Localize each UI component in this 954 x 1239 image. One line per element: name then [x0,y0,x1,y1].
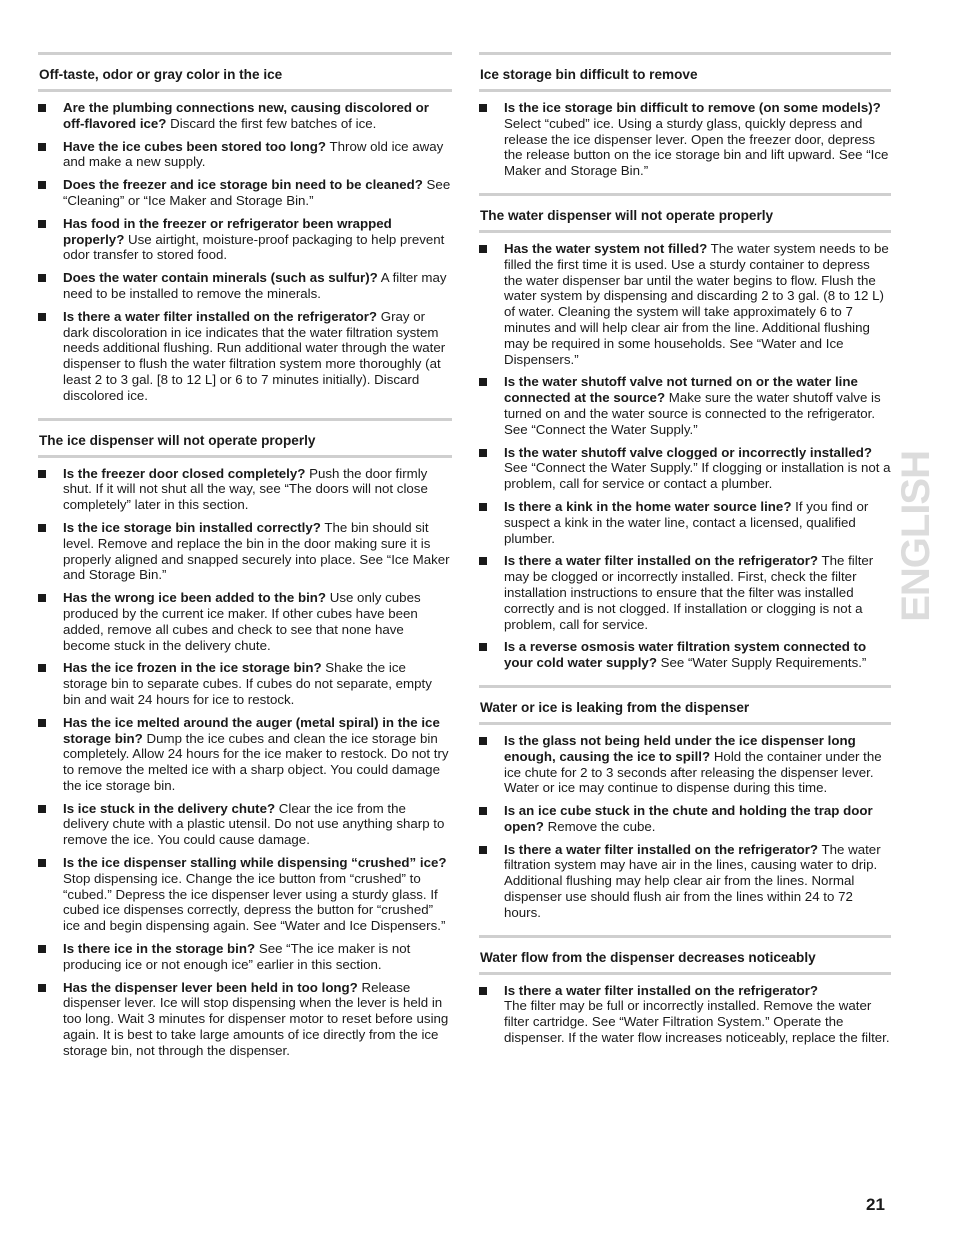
section-header [38,418,452,458]
question-list [38,100,452,404]
section-title: Water flow from the dispenser decreases noticeably [480,949,816,965]
language-tab-label: ENGLISH [894,450,938,622]
list-item [479,733,891,796]
square-bullet-icon [479,104,487,112]
answer-text: Gray or dark discoloration in ice indicates that the water filtration system needs additional flushing. Run additional water through the water dispenser to flush the water filtration system more thoroughly (at least 2 to 3 gal. [8 to 12 L] or 6 to 7 minutes initially). Discard discolored ice. [63,308,446,403]
answer-text: The bin should sit level. Remove and replace the bin in the door making sure it is properly aligned and snapped securely into place. See “Ice Maker and Storage Bin.” [63,519,450,583]
section-title: Ice storage bin difficult to remove [480,67,698,82]
question-text: Has the ice melted around the auger (metal spiral) in the ice storage bin? [63,714,440,746]
section-header [479,193,891,233]
square-bullet-icon [479,807,487,815]
square-bullet-icon [479,987,487,995]
troubleshooting-section [38,418,452,1059]
question-text: Is the ice storage bin installed correctly? [63,519,321,535]
square-bullet-icon [479,449,487,457]
question-text: Is the ice dispenser stalling while dispensing “crushed” ice? [63,855,447,871]
answer-text: Shake the ice storage bin to separate cubes. If cubes do not separate, empty bin and wait 24 hours for ice to restock. [63,660,432,707]
answer-text: See “Cleaning” or “Ice Maker and Storage Bin.” [63,177,451,208]
square-bullet-icon [38,220,46,228]
square-bullet-icon [38,143,46,151]
language-side-tab [894,450,938,622]
list-item [479,803,891,835]
question-text: Has the wrong ice been added to the bin? [63,590,327,606]
list-item [479,639,891,671]
answer-text: Push the door firmly shut. If it will not shut all the way, see “The doors will not close completely” later in this section. [63,465,428,513]
answer-text: If you find or suspect a kink in the water line, contact a licensed, qualified plumber. [504,498,869,546]
answer-text: See “Water Supply Requirements.” [656,655,867,671]
answer-text: Make sure the water shutoff valve is turned on and the water source is connected to the refrigerator. See “Connect the Water Supply.” [504,390,881,437]
answer-text: The water system needs to be filled the first time it is used. Use a sturdy container to depress the water dispenser bar until the water begins to flow. Flush the water system by dispensing and discarding 2 to 3 gal. (8 to 12 L) of water. Cleaning the system will take approximately 6 to 7 minutes and will help clear air from the line. Additional flushing may be required in some households. See “Water and Ice Dispensers.” [504,240,889,367]
answer-text: Remove the cube. [543,818,656,834]
question-text: Is a reverse osmosis water filtration system connected to your cold water supply? [504,639,867,671]
question-text: Has the water system not filled? [504,240,708,256]
question-list [479,983,891,1046]
square-bullet-icon [38,470,46,478]
question-text: Has food in the freezer or refrigerator been wrapped properly? [63,215,392,247]
square-bullet-icon [479,846,487,854]
list-item [38,801,452,848]
list-item [38,466,452,513]
troubleshooting-section [479,52,891,179]
troubleshooting-section [479,935,891,1046]
question-text: Is the water shutoff valve clogged or incorrectly installed? [504,444,872,460]
question-list [479,733,891,921]
page-number: 21 [866,1195,885,1214]
answer-text: The filter may be clogged or incorrectly installed. First, check the filter installation instructions to ensure that the filter was installed correctly and is not clogged. If installation or clogging is not a problem, call for service. [504,553,874,632]
troubleshooting-section [38,52,452,404]
square-bullet-icon [479,378,487,386]
list-item [479,100,891,179]
question-text: Is an ice cube stuck in the chute and holding the trap door open? [504,803,873,834]
square-bullet-icon [38,594,46,602]
section-header [479,935,891,975]
section-title: Water or ice is leaking from the dispenser [480,699,750,715]
square-bullet-icon [479,557,487,565]
answer-text: Use only cubes produced by the current ice maker. If other cubes have been added, remove all cubes and check to see that none have become stuck in the delivery chute. [63,590,421,653]
list-item [479,553,891,632]
answer-text: Discard the first few batches of ice. [166,115,377,131]
answer-text: The water filtration system may have air in the lines, causing water to drip. Additional flushing may help clear air from the lines. Normal dispenser use should flush air from the lines within 24 to 72 hours. [504,841,881,920]
question-text: Is the glass not being held under the ice dispenser long enough, causing the ice to spill? [504,732,856,764]
question-text: Is the water shutoff valve not turned on or the water line connected at the source? [504,374,858,406]
square-bullet-icon [38,274,46,282]
list-item [479,374,891,437]
list-item [38,590,452,653]
list-item [479,445,891,492]
question-text: Is there ice in the storage bin? [63,941,256,957]
answer-text: Release dispenser lever. Ice will stop dispensing when the lever is held in too long. Wait 3 minutes for dispenser motor to reset before using again. It is best to take large amounts of ice directly from the ice storage bin, not through the dispenser. [63,979,449,1058]
section-title: The ice dispenser will not operate properly [39,432,316,448]
question-text: Is the ice storage bin difficult to remove (on some models)? [504,100,881,115]
square-bullet-icon [479,245,487,253]
question-text: Have the ice cubes been stored too long? [63,138,327,154]
question-text: Is there a water filter installed on the refrigerator? [504,982,819,998]
question-text: Is there a kink in the home water source line? [504,498,792,514]
square-bullet-icon [38,859,46,867]
list-item [38,216,452,263]
square-bullet-icon [38,181,46,189]
square-bullet-icon [479,643,487,651]
square-bullet-icon [479,737,487,745]
list-item [38,309,452,404]
right-column [479,52,891,1060]
question-list [479,100,891,179]
question-text: Is the freezer door closed completely? [63,465,306,481]
troubleshooting-section [479,193,891,671]
section-header [479,685,891,725]
question-list [479,241,891,671]
list-item [38,520,452,583]
question-text: Are the plumbing connections new, causing discolored or off-flavored ice? [63,100,429,131]
square-bullet-icon [38,945,46,953]
list-item [38,177,452,209]
list-item [38,139,452,171]
square-bullet-icon [38,984,46,992]
question-text: Has the dispenser lever been held in too long? [63,979,358,995]
answer-text: Clear the ice from the delivery chute with a plastic utensil. Do not use anything sharp to remove the ice. You could cause damage. [63,800,445,848]
square-bullet-icon [38,719,46,727]
question-text: Is there a water filter installed on the refrigerator? [504,553,819,569]
square-bullet-icon [38,664,46,672]
question-text: Has the ice frozen in the ice storage bin? [63,660,322,676]
list-item [38,715,452,794]
list-item [38,270,452,302]
list-item [38,941,452,973]
answer-text: Use airtight, moisture-proof packaging to help prevent odor transfer to stored food. [63,231,445,263]
list-item [479,499,891,546]
list-item [38,855,452,934]
section-title: Off-taste, odor or gray color in the ice [39,67,283,82]
list-item [38,100,452,132]
answer-text: The filter may be full or incorrectly installed. Remove the water filter cartridge. See “Water Filtration System.” Operate the dispenser. If the water flow increases noticeably, replace the filter. [504,998,890,1046]
troubleshooting-section [479,685,891,921]
answer-text: Stop dispensing ice. Change the ice button from “crushed” to “cubed.” Depress the ice dispenser lever using a sturdy glass. If cubed ice dispenses correctly, depress the button for “crushed” ice and begin dispensing again. See “Water and Ice Dispensers.” [63,870,446,934]
section-header [479,52,891,92]
list-item [479,983,891,1046]
answer-text: Throw old ice away and make a new supply. [63,138,444,170]
square-bullet-icon [38,805,46,813]
question-text: Is there a water filter installed on the refrigerator? [63,308,378,324]
question-text: Is ice stuck in the delivery chute? [63,800,276,816]
list-item [479,241,891,367]
section-header [38,52,452,92]
answer-text: Dump the ice cubes and clean the ice storage bin completely. Allow 24 hours for the ice maker to restock. Do not try to remove the melted ice with a sharp object. You could damage the ice storage bin. [63,730,449,793]
square-bullet-icon [38,104,46,112]
answer-text: Hold the container under the ice chute for 2 to 3 seconds after releasing the dispenser lever. Water or ice may continue to dispense during this time. [504,748,882,796]
square-bullet-icon [38,524,46,532]
question-text: Is there a water filter installed on the refrigerator? [504,841,819,857]
list-item [479,842,891,921]
answer-text: A filter may need to be installed to remove the minerals. [63,270,447,301]
square-bullet-icon [38,313,46,321]
list-item [38,980,452,1059]
question-list [38,466,452,1059]
question-text: Does the water contain minerals (such as sulfur)? [63,270,378,286]
square-bullet-icon [479,503,487,511]
left-column [38,52,452,1073]
section-title: The water dispenser will not operate properly [480,207,774,223]
answer-text: See “The ice maker is not producing ice or not enough ice” earlier in this section. [63,941,411,972]
answer-text: See “Connect the Water Supply.” If clogging or installation is not a problem, call for service or contact a plumber. [504,460,891,492]
list-item [38,660,452,707]
answer-text: Select “cubed” ice. Using a sturdy glass, quickly depress and release the ice dispenser lever. Open the freezer door, depress the release button on the ice storage bin and lift upward. See “Ice Maker and Storage Bin.” [504,115,889,179]
question-text: Does the freezer and ice storage bin need to be cleaned? [63,177,423,193]
